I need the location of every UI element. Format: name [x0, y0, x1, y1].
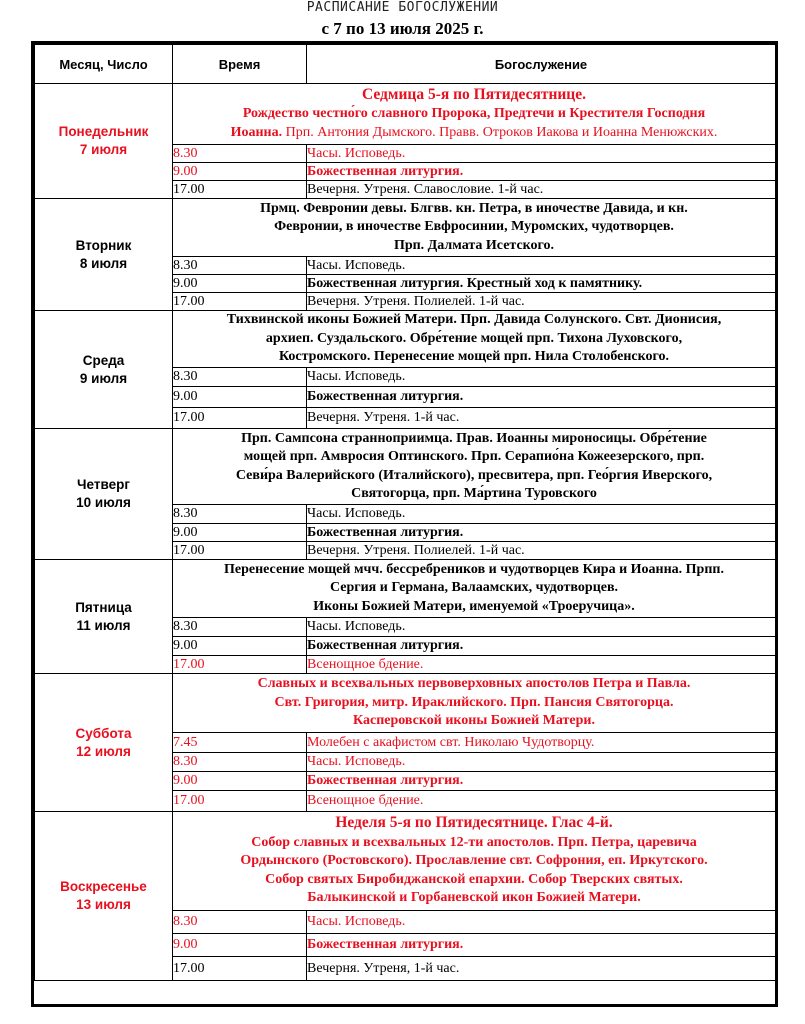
service-text: Божественная литургия. [307, 524, 776, 542]
service-text: Божественная литургия. [307, 387, 776, 408]
service-text: Часы. Исповедь. [307, 368, 776, 387]
date: 13 июля [76, 897, 131, 912]
feast-line: Февронии, в иночестве Евфросинии, Муромских, чудотворцев. [274, 219, 674, 235]
feast-line: Неделя 5-я по Пятидесятнице. Глас 4-й. [335, 814, 613, 832]
feast-line: Прп. Сампсона странноприимца. Прав. Иоанны мироносицы. Обре́тение [241, 430, 707, 446]
schedule-period: с 7 по 13 июля 2025 г. [321, 19, 484, 38]
feast-line: мощей прп. Амвросия Оптинского. Прп. Серапио́на Кожеезерского, прп. [243, 449, 705, 464]
date: 9 июля [79, 370, 128, 386]
feast-line: Рождество честно́го славного Пророка, Предтечи и Крестителя Господня [242, 106, 706, 122]
service-text: Вечерня. Утреня. Полиелей. 1-й час. [307, 542, 776, 560]
service-text: Часы. Исповедь. [307, 145, 776, 163]
weekday: Суббота [75, 725, 132, 741]
service-time: 8.30 [173, 505, 307, 524]
service-time: 17.00 [173, 957, 307, 981]
day-cell [35, 84, 173, 199]
service-text: Вечерня. Утреня. Славословие. 1-й час. [307, 181, 776, 199]
feast-line: Тихвинской иконы Божией Матери. Прп. Давида Солунского. Свт. Дионисия, [226, 312, 722, 328]
service-time: 17.00 [173, 293, 307, 311]
feast-line: Славных и всехвальных первоверховных апостолов Петра и Павла. [257, 676, 691, 692]
day-row-wednesday [35, 311, 776, 368]
column-header-service: Богослужение [307, 45, 776, 84]
service-text: Божественная литургия. Крестный ход к памятнику. [307, 275, 776, 293]
service-text: Божественная литургия. [307, 637, 776, 656]
table-header-row [35, 45, 776, 84]
day-row-saturday [35, 674, 776, 733]
weekday: Понедельник [58, 124, 149, 139]
feast-cell [173, 429, 776, 505]
feast-line: Прмц. Февронии девы. Блгвв. кн. Петра, в иночестве Давида, и кн. [260, 200, 688, 216]
weekday: Среда [82, 352, 125, 368]
service-time: 8.30 [173, 618, 307, 637]
service-time: 7.45 [173, 733, 307, 753]
feast-line: Собор славных и всехвальных 12-ти апостолов. Прп. Петра, царевича [251, 834, 697, 850]
weekday: Воскресенье [60, 879, 147, 894]
service-time: 8.30 [173, 145, 307, 163]
weekday: Вторник [75, 237, 132, 253]
day-cell [35, 812, 173, 981]
feast-line: Сергия и Германа, Валаамских, чудотворцев. [329, 580, 619, 596]
day-row-tuesday [35, 199, 776, 257]
feast-line: Севи́ра Валерийского (Италийского), пресвитера, прп. Гео́ргия Иверского, [235, 467, 713, 483]
day-row-friday [35, 560, 776, 618]
feast-line: Иоанна. [230, 124, 283, 140]
day-cell [35, 674, 173, 812]
service-time: 17.00 [173, 181, 307, 199]
feast-line: Иконы Божией Матери, именуемой «Троеручица». [313, 598, 635, 614]
day-row-thursday [35, 429, 776, 505]
column-header-day: Месяц, Число [35, 45, 173, 84]
day-cell [35, 311, 173, 429]
feast-cell [173, 199, 776, 257]
weekday: Пятница [75, 599, 132, 615]
feast-line: архиеп. Суздальского. Обре́тение мощей прп. Тихона Луховского, [265, 330, 683, 346]
feast-line: Балыкинской и Горбаневской икон Божией Матери. [307, 890, 641, 906]
feast-line: Перенесение мощей мчч. бессребреников и чудотворцев Кира и Иоанна. Прпп. [224, 561, 724, 577]
date: 12 июля [76, 743, 131, 759]
service-time: 8.30 [173, 257, 307, 275]
date: 8 июля [79, 255, 128, 271]
feast-line: Касперовской иконы Божией Матери. [353, 713, 595, 729]
service-text: Часы. Исповедь. [307, 505, 776, 524]
service-time: 8.30 [173, 911, 307, 934]
date: 10 июля [76, 495, 131, 510]
service-text: Всенощное бдение. [307, 656, 776, 674]
date: 11 июля [76, 617, 131, 633]
service-time: 8.30 [173, 753, 307, 772]
date: 7 июля [79, 142, 128, 157]
service-text: Часы. Исповедь. [307, 257, 776, 275]
feast-line: Собор святых Биробиджанской епархии. Собор Тверских святых. [265, 871, 683, 887]
service-text: Часы. Исповедь. [307, 753, 776, 772]
service-time: 9.00 [173, 387, 307, 408]
feast-cell [173, 812, 776, 911]
weekday: Четверг [77, 477, 130, 492]
service-text: Божественная литургия. [307, 934, 776, 957]
service-time: 9.00 [173, 934, 307, 957]
service-text: Всенощное бдение. [307, 791, 776, 812]
feast-line: Святогорца, прп. Ма́ртина Туровского [351, 486, 597, 501]
feast-line: Свт. Григория, митр. Ираклийского. Прп. Пансия Святогорца. [274, 694, 674, 710]
feast-line: Костромского. Перенесение мощей прп. Нила Столобенского. [278, 349, 670, 365]
service-text: Вечерня. Утреня. 1-й час. [307, 408, 776, 429]
day-cell [35, 429, 173, 560]
service-text: Вечерня. Утреня. Полиелей. 1-й час. [307, 293, 776, 311]
day-cell [35, 560, 173, 674]
feast-cell [173, 84, 776, 145]
service-time: 9.00 [173, 163, 307, 181]
service-text: Молебен с акафистом свт. Николаю Чудотворцу. [307, 733, 776, 753]
feast-cell [173, 560, 776, 618]
service-text: Божественная литургия. [307, 163, 776, 181]
service-time: 9.00 [173, 637, 307, 656]
service-time: 9.00 [173, 275, 307, 293]
service-time: 17.00 [173, 408, 307, 429]
day-cell [35, 199, 173, 311]
column-header-time: Время [173, 45, 307, 84]
schedule-table [34, 44, 776, 981]
service-text: Часы. Исповедь. [307, 911, 776, 934]
service-text: Часы. Исповедь. [307, 618, 776, 637]
service-text: Вечерня. Утреня, 1-й час. [307, 957, 776, 981]
feast-line: Седмица 5-я по Пятидесятнице. [362, 85, 586, 103]
service-text: Божественная литургия. [307, 772, 776, 791]
service-time: 17.00 [173, 791, 307, 812]
service-time: 8.30 [173, 368, 307, 387]
feast-line: Прп. Антония Дымского. Правв. Отроков Иакова и Иоанна Менюжских. [285, 124, 718, 140]
service-time: 9.00 [173, 524, 307, 542]
service-time: 17.00 [173, 542, 307, 560]
feast-cell [173, 674, 776, 733]
day-row-sunday [35, 812, 776, 911]
feast-line: Прп. Далмата Исетского. [393, 237, 555, 253]
service-time: 17.00 [173, 656, 307, 674]
document-title: РАСПИСАНИЕ БОГОСЛУЖЕНИЙ [306, 0, 499, 15]
feast-line: Ордынского (Ростовского). Прославление свт. Софрония, еп. Иркутского. [240, 853, 708, 869]
day-row-monday [35, 84, 776, 145]
service-time: 9.00 [173, 772, 307, 791]
feast-cell [173, 311, 776, 368]
